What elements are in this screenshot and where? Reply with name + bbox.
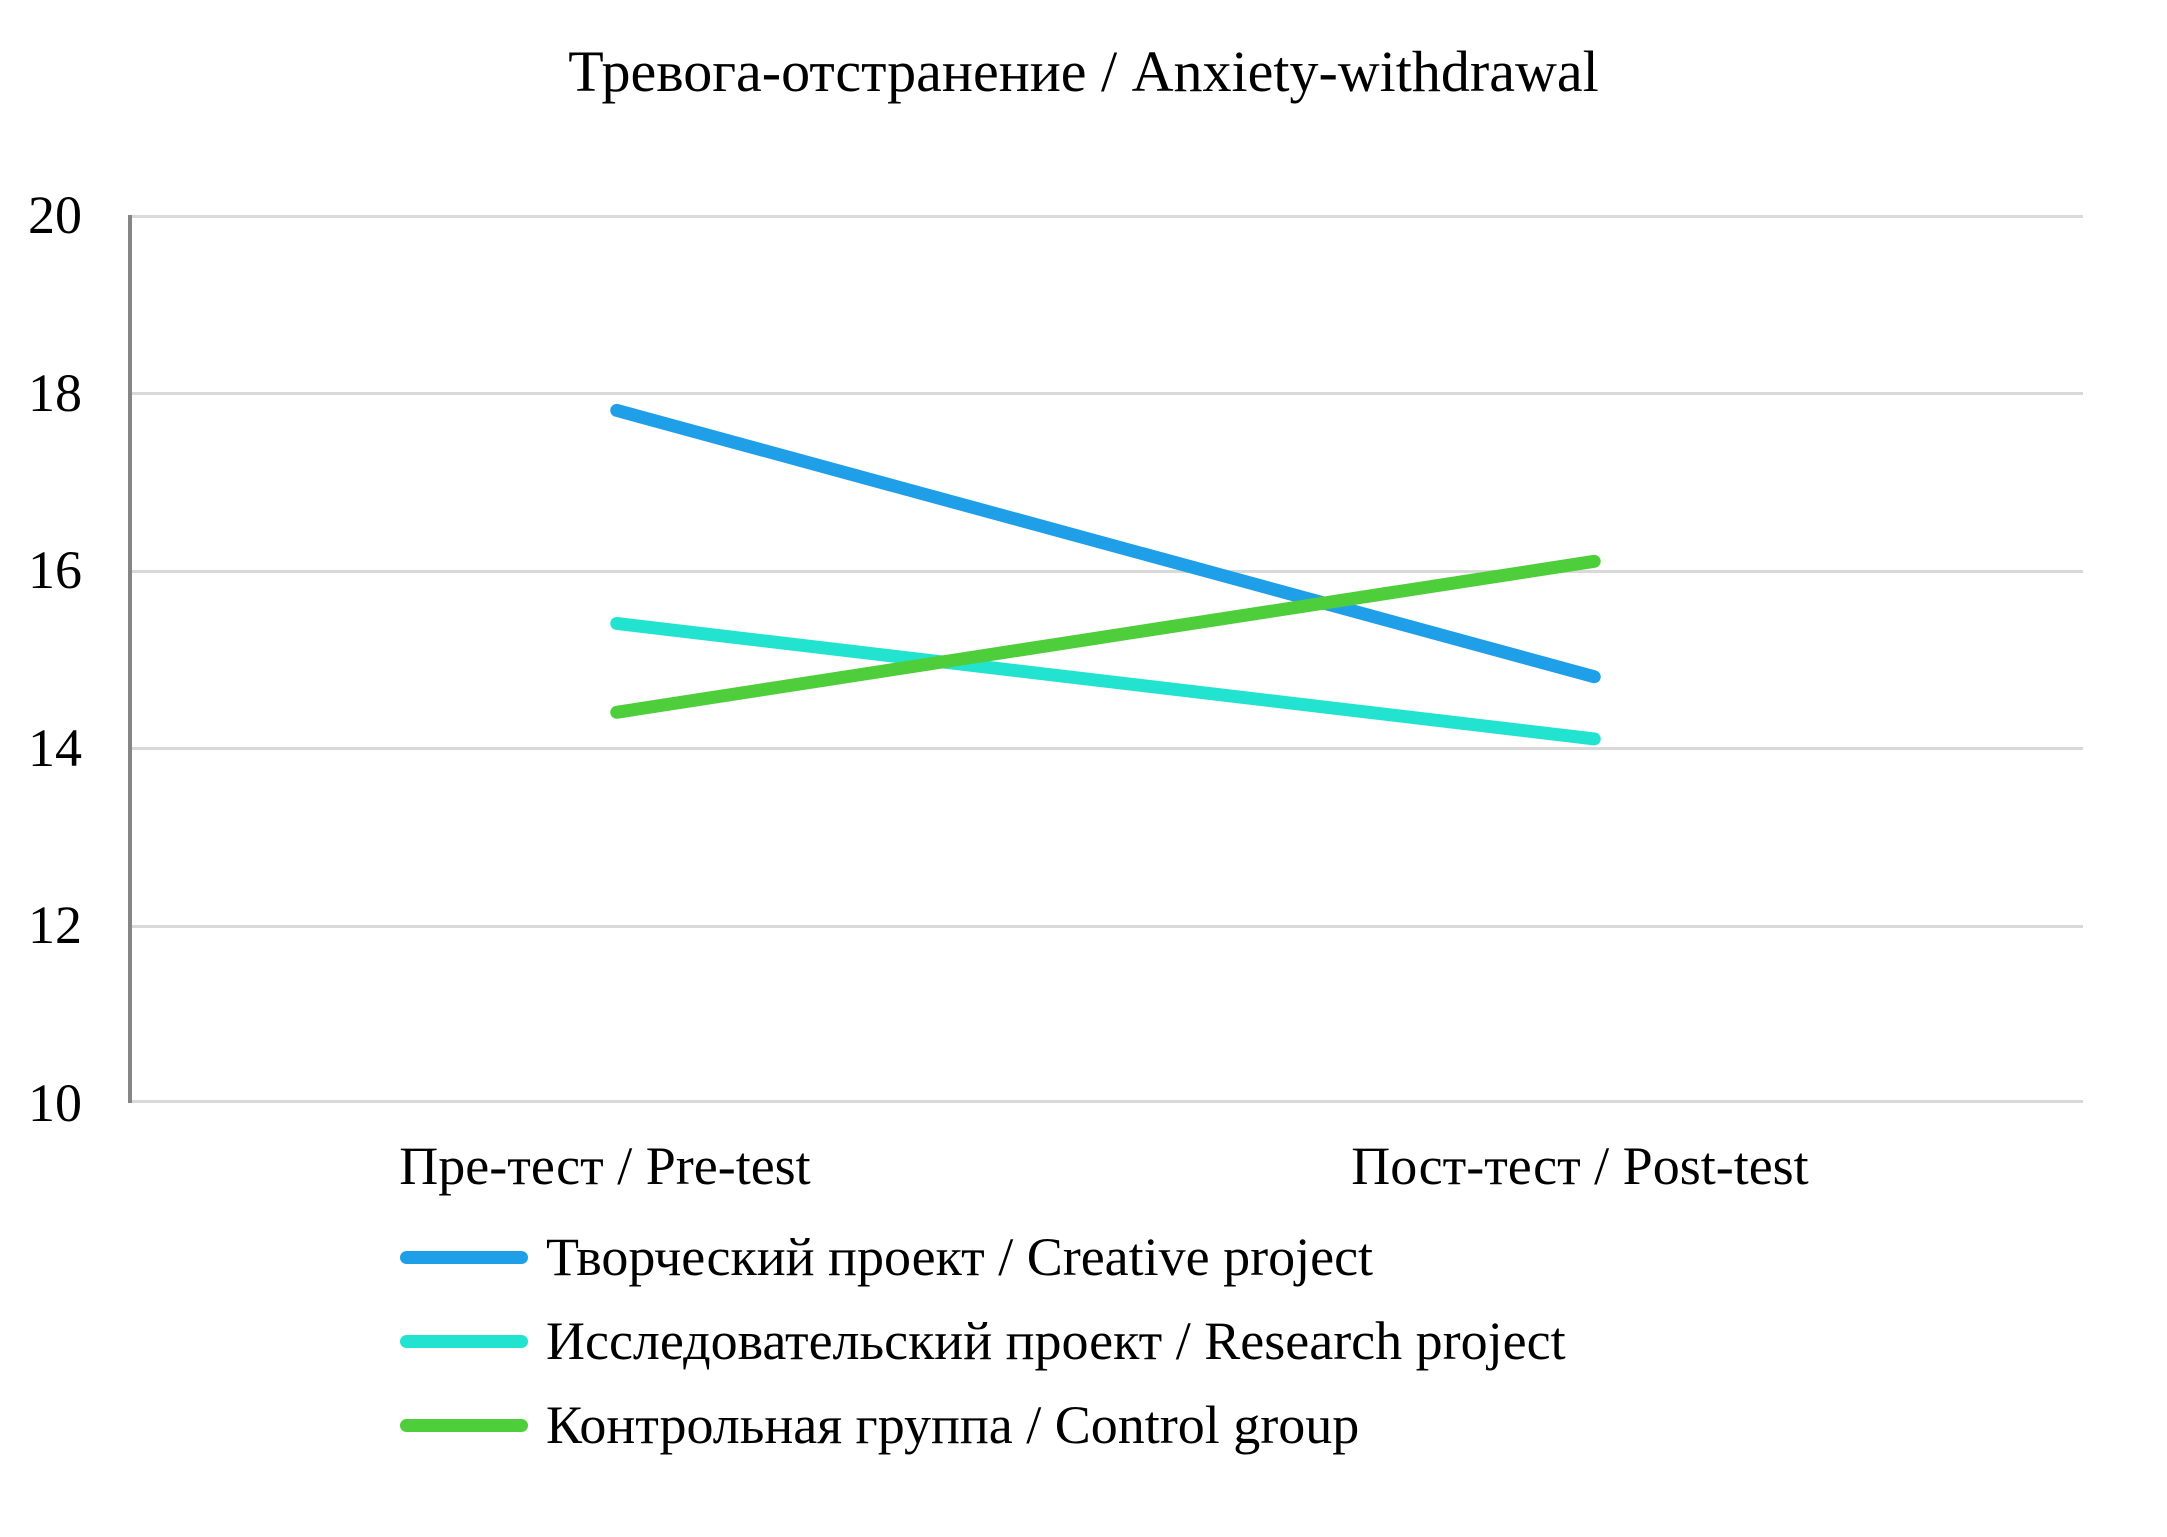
legend-item-creative-project[interactable] <box>400 1215 2000 1299</box>
legend-swatch-research-project <box>400 1335 528 1348</box>
y-tick-label-20: 20 <box>28 185 82 245</box>
legend-swatch-control-group <box>400 1419 528 1432</box>
x-tick-label-pre-test: Пре-тест / Pre-test <box>399 1136 811 1196</box>
legend-item-control-group[interactable] <box>400 1383 2000 1467</box>
chart-title: Тревога-отстранение / Anxiety-withdrawal <box>568 39 1599 104</box>
legend <box>400 1215 2000 1467</box>
y-tick-label-18: 18 <box>28 363 82 423</box>
series-lines <box>128 215 2083 1103</box>
legend-label-research-project: Исследовательский проект / Research project <box>546 1311 1566 1371</box>
legend-label-creative-project: Творческий проект / Creative project <box>546 1227 1374 1287</box>
y-tick-label-16: 16 <box>28 540 82 600</box>
legend-swatch-creative-project <box>400 1251 528 1264</box>
legend-label-control-group: Контрольная группа / Control group <box>546 1395 1360 1455</box>
legend-item-research-project[interactable] <box>400 1299 2000 1383</box>
plot-area <box>128 215 2083 1103</box>
x-tick-label-post-test: Пост-тест / Post-test <box>1351 1136 1809 1196</box>
y-tick-label-12: 12 <box>28 895 82 955</box>
y-tick-label-10: 10 <box>28 1073 82 1133</box>
y-tick-label-14: 14 <box>28 718 82 778</box>
